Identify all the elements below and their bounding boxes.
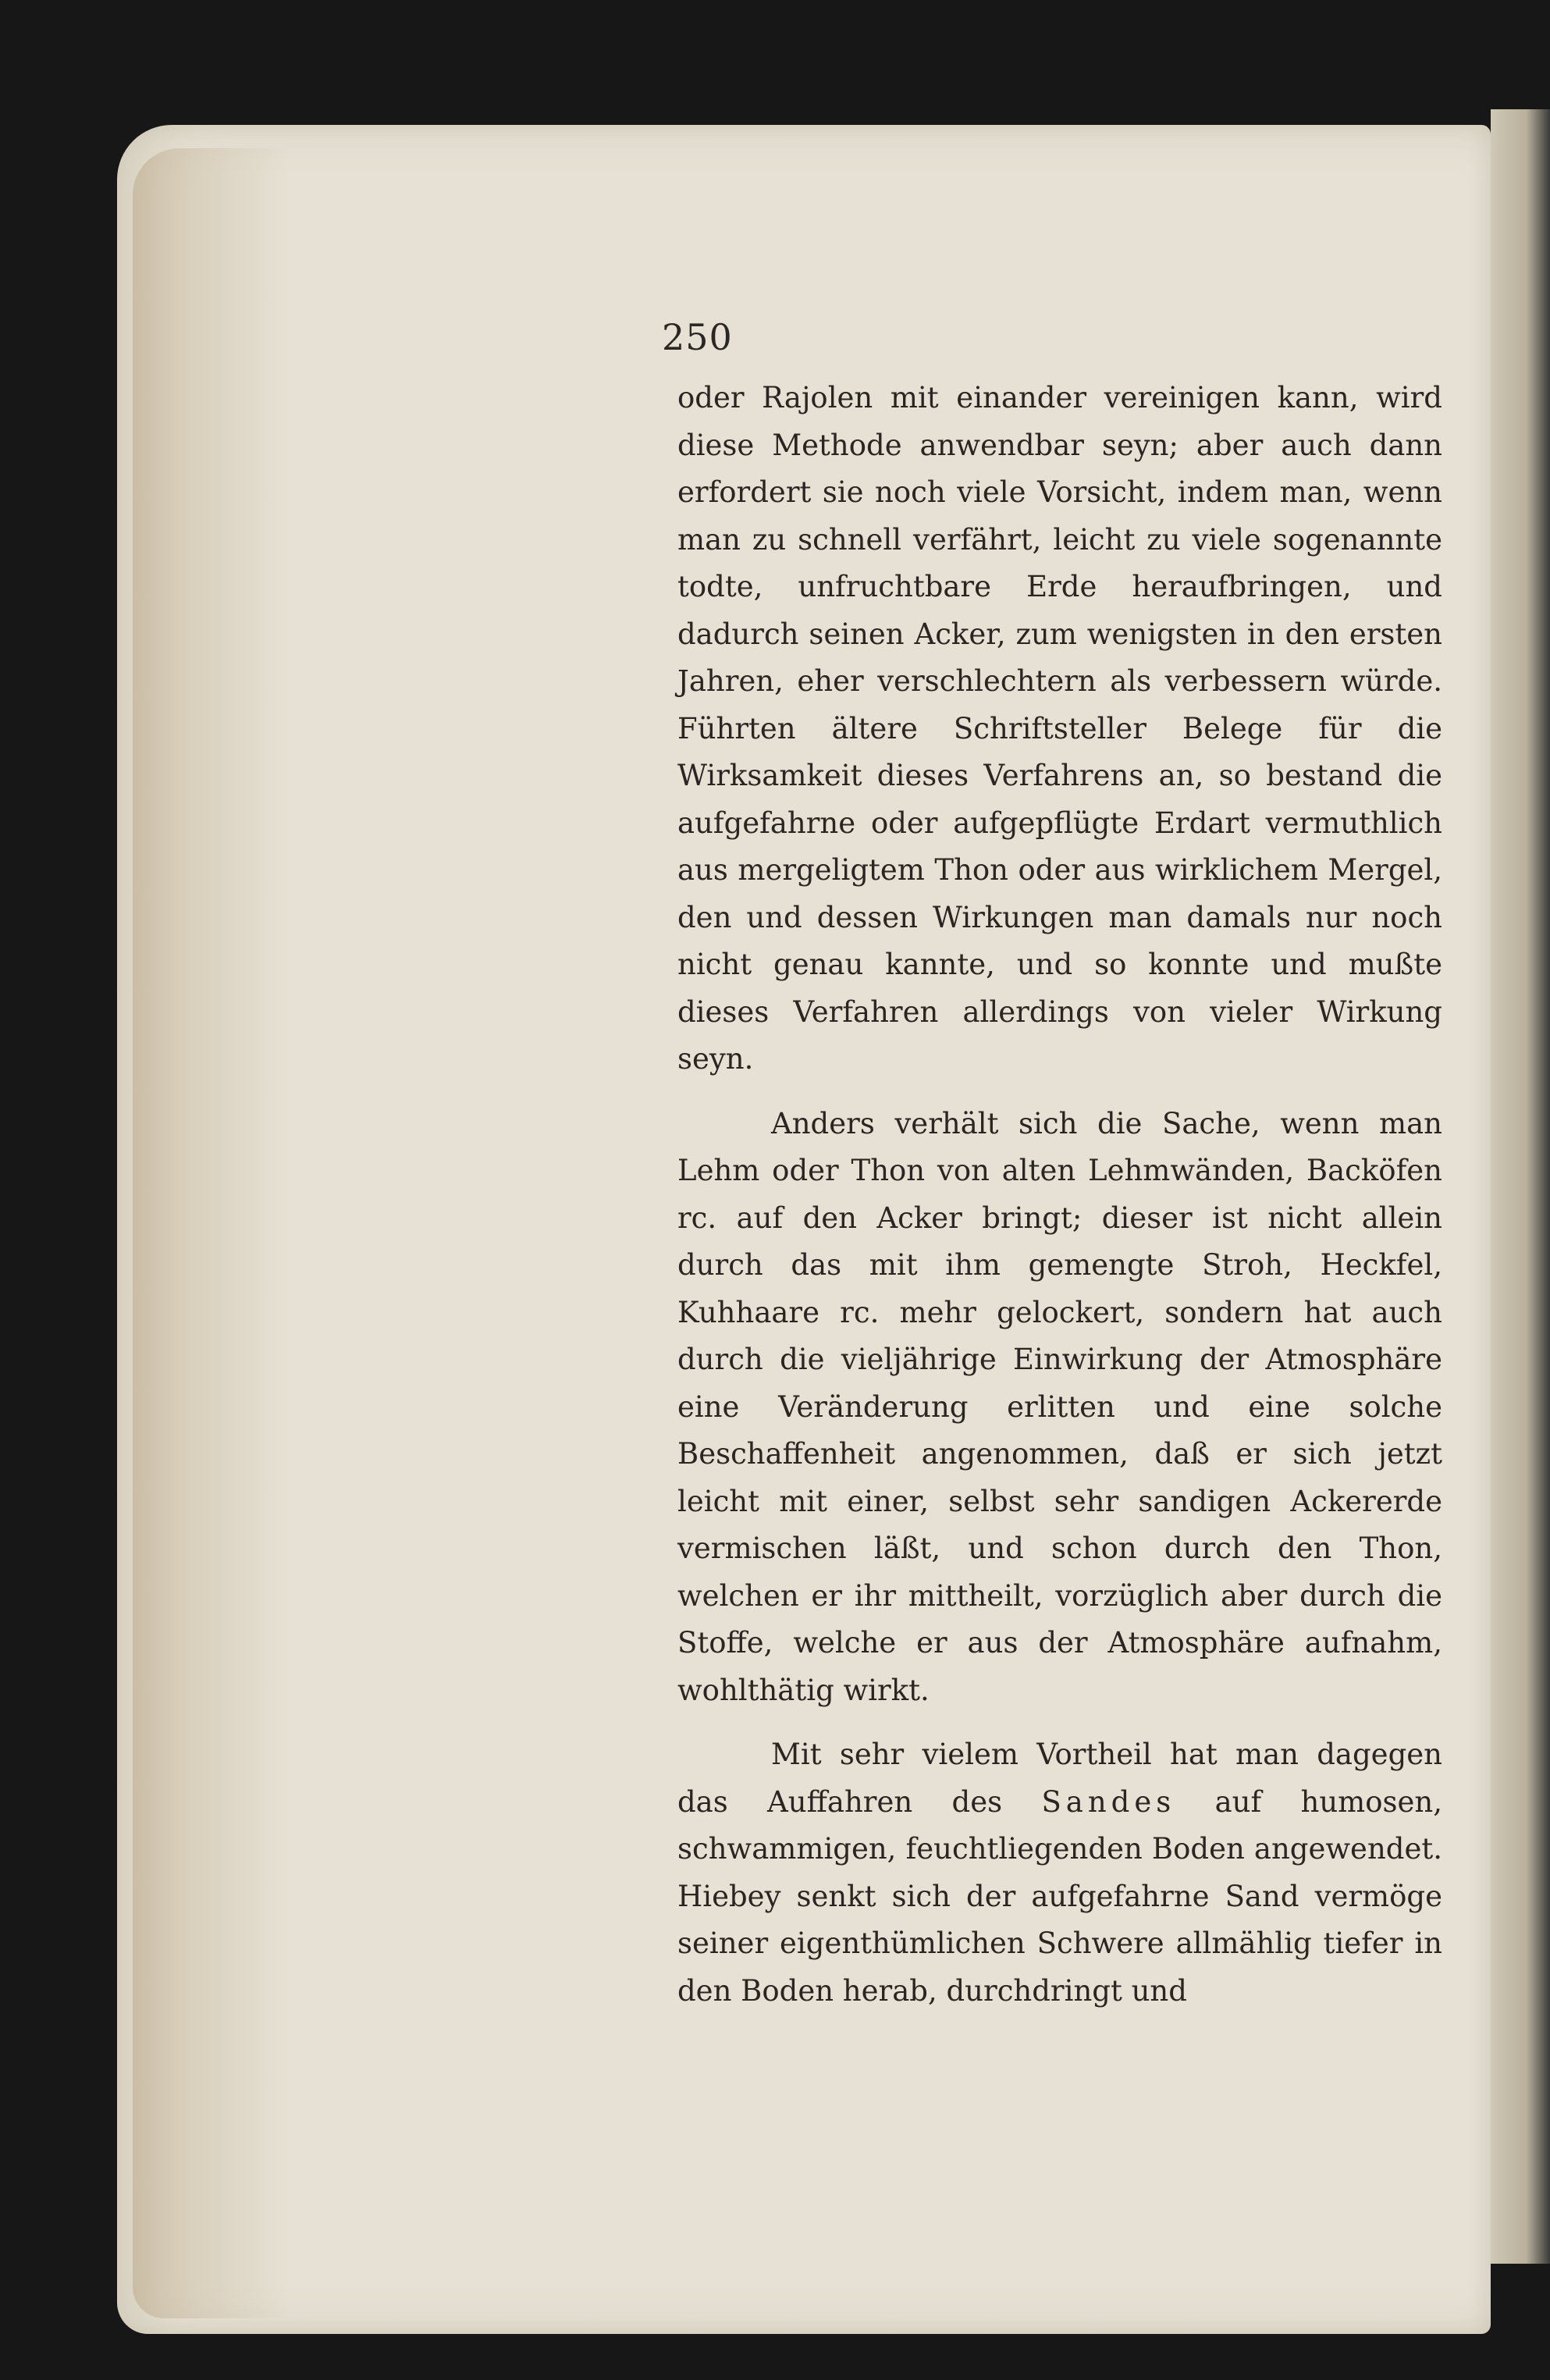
paragraph-1: oder Rajolen mit einander vereinigen kann, wird diese Methode anwendbar seyn; aber auch dann erfordert sie noch viele Vorsicht, indem man, wenn man zu schnell verfährt, leicht zu viele sogenannte todte, unfruchtbare Erde heraufbringen, und dadurch seinen Acker, zum wenigsten in den ersten Jahren, eher verschlechtern als verbessern würde. Führten ältere Schriftsteller Belege für die Wirksamkeit dieses Verfahrens an, so bestand die aufgefahrne oder aufgepflügte Erdart vermuthlich aus mergeligtem Thon oder aus wirklichem Mergel, den und dessen Wirkungen man damals nur noch nicht genau kannte, und so konnte und mußte dieses Verfahren allerdings von vieler Wirkung seyn. [677, 381, 1442, 1076]
paragraph-2: Anders verhält sich die Sache, wenn man Lehm oder Thon von alten Lehmwänden, Backöfen rc. auf den Acker bringt; dieser ist nicht allein durch das mit ihm gemengte Stroh, Heckfel, Kuhhaare rc. mehr gelockert, sondern hat auch durch die vieljährige Einwirkung der Atmosphäre eine Veränderung erlitten und eine solche Beschaffenheit angenommen, daß er sich jetzt leicht mit einer, selbst sehr sandigen Ackererde vermischen läßt, und schon durch den Thon, welchen er ihr mittheilt, vorzüglich aber durch die Stoffe, welche er aus der Atmosphäre aufnahm, wohlthätig wirkt. [677, 1106, 1442, 1707]
adjacent-page-edge [1491, 109, 1550, 2264]
page-stain [133, 148, 289, 2318]
paragraph-3-start: Mit sehr vielem Vortheil hat man dagegen das Auffahren des [677, 1738, 1442, 1819]
spaced-word: Sandes [1041, 1784, 1176, 1819]
page-text [677, 375, 1442, 2015]
paragraph-3-end: auf humosen, schwammigen, feuchtliegenden Boden angewendet. Hiebey senkt sich der aufgefahrne Sand vermöge seiner eigenthümlichen Schwere allmählig tiefer in den Boden herab, durchdringt und [677, 1784, 1442, 2008]
paragraph-3 [677, 1731, 1442, 2015]
page-number: 250 [662, 316, 733, 358]
